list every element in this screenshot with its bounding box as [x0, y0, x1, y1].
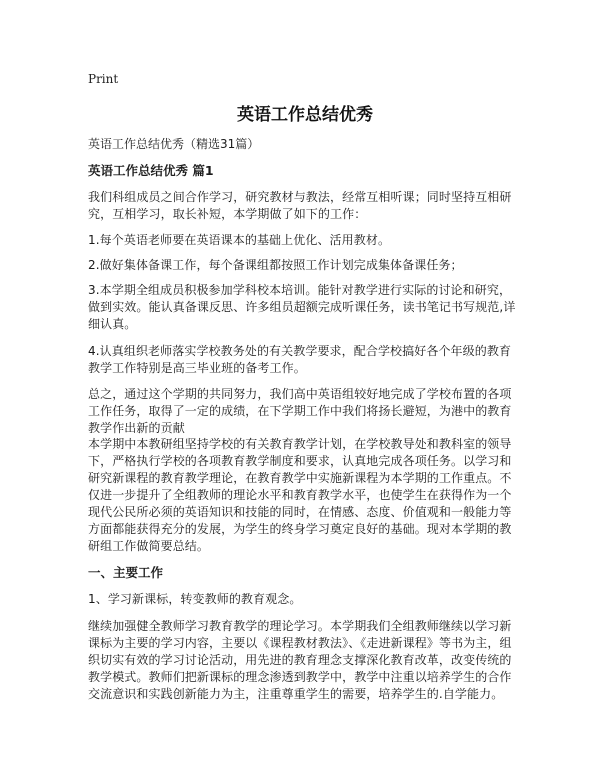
paragraph: 我们科组成员之间合作学习，研究教材与教法，经常互相听课；同时坚持互相研究，互相学习，取长补短，本学期做了如下的工作： [88, 190, 512, 221]
paragraph: 总之，通过这个学期的共同努力，我们高中英语组较好地完成了学校布置的各项工作任务，取得了一定的成绩，在下学期工作中我们将扬长避短，为港中的教育教学作出新的贡献 [88, 387, 512, 435]
section-heading-main-work: 一、主要工作 [88, 565, 164, 580]
section-title: 英语工作总结优秀 篇1 [88, 163, 214, 178]
paragraph: 1.每个英语老师要在英语课本的基础上优化、活用教材。 [88, 233, 391, 247]
paragraph: 2.做好集体备课工作，每个备课组都按照工作计划完成集体备课任务； [88, 258, 463, 272]
list-item: 1、学习新课标，转变教师的教育观念。 [88, 592, 302, 606]
paragraph: 4.认真组织老师落实学校教务处的有关教学要求，配合学校搞好各个年级的教育教学工作特别是高三毕业班的备考工作。 [88, 344, 512, 375]
paragraph: 本学期中本教研组坚持学校的有关教育教学计划，在学校教导处和教科室的领导下，严格执行学校的各项教育教学制度和要求，认真地完成各项任务。以学习和研究新课程的教育教学理论，在教育教学中实施新课程为本学期的工作重点。不仅进一步提升了全组教师的理论水平和教育教学水平，也使学生在获得作为一个现代公民所必须的英语知识和技能的同时，在情感、态度、价值观和一般能力等方面都能获得充分的发展，为学生的终身学习奠定良好的基础。现对本学期的教研组工作做简要总结。 [88, 437, 512, 553]
paragraph: 继续加强健全教师学习教育教学的理论学习。本学期我们全组教师继续以学习新课标为主要的学习内容，主要以《课程教材教法》、《走进新课程》等书为主，组织切实有效的学习讨论活动，用先进的教育理念支撑深化教育改革，改变传统的教学模式。教师们把新课标的理念渗透到教学中，教学中注重以培养学生的合作交流意识和实践创新能力为主，注重尊重学生的需要，培养学生的.自学能力。 [88, 619, 512, 701]
paragraph: 3.本学期全组成员积极参加学科校本培训。能针对教学进行实际的讨论和研究，做到实效。能认真备课反思、许多组员超额完成听课任务，读书笔记书写规范,详细认真。 [88, 283, 516, 331]
page-title: 英语工作总结优秀 [237, 105, 373, 125]
document-subtitle: 英语工作总结优秀（精选31篇） [88, 137, 260, 151]
print-link[interactable]: Print [88, 72, 119, 86]
